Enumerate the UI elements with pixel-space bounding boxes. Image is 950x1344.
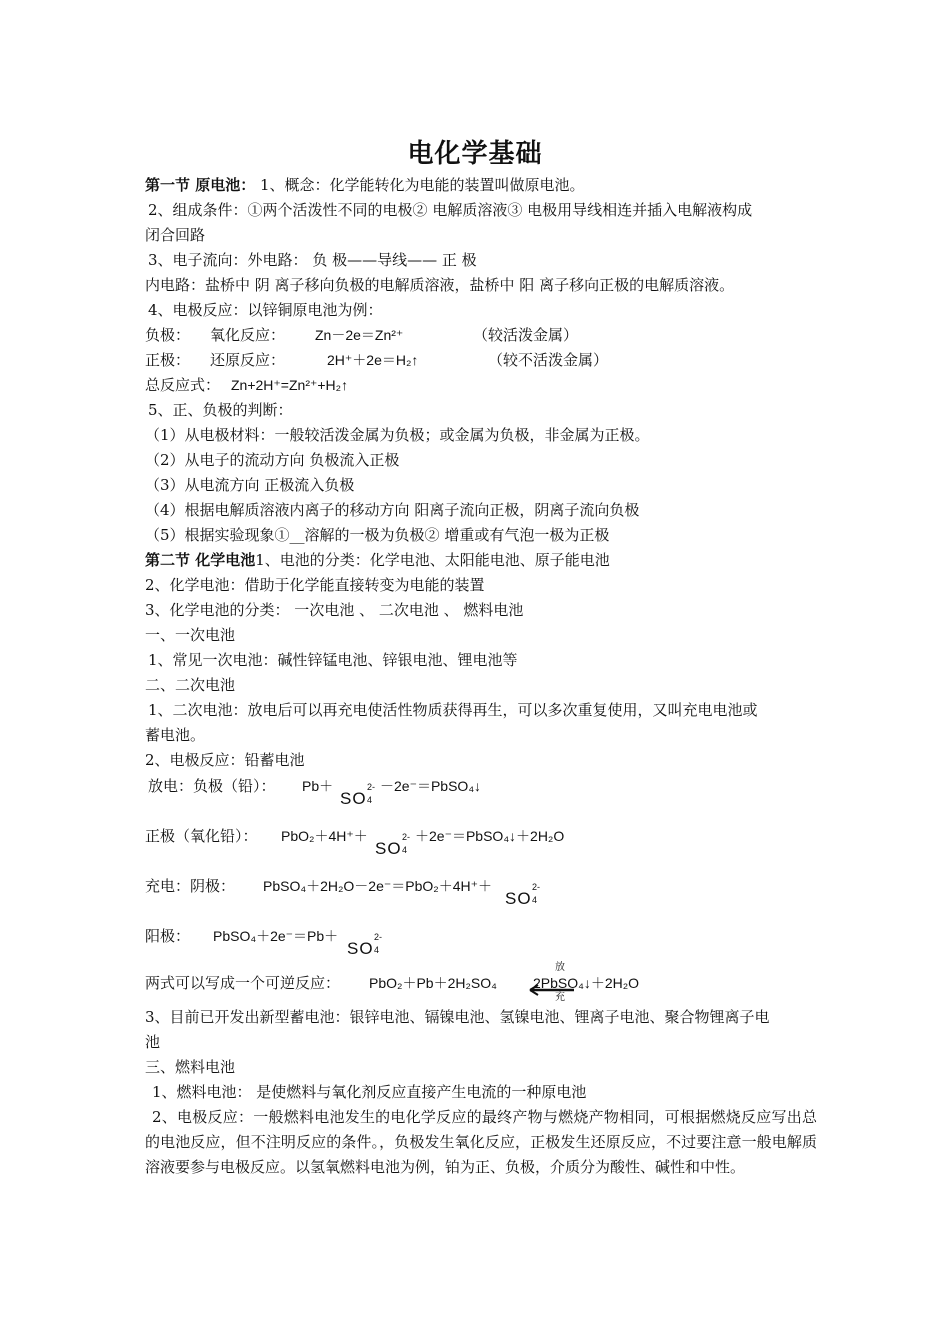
secondary-battery-item-1: 1、二次电池：放电后可以再充电使活性物质获得再生，可以多次重复使用，又叫充电电池或 <box>148 701 758 719</box>
pos-type: 还原反应： <box>210 351 286 369</box>
reversible-label: 两式可以写成一个可逆反应： <box>145 974 341 992</box>
neg-label: 负极： <box>145 326 191 344</box>
section1-concept: 1、概念：化学能转化为电能的装置叫做原电池。 <box>260 176 585 194</box>
sulfate-ion: SO 2- 4 <box>505 882 541 908</box>
section1-concept-line <box>145 173 825 198</box>
fuel-cell-item-2: 2、电极反应：一般燃料电池发生的电化学反应的最终产物与燃烧产物相同，可根据燃烧反应写出总的电池反应，但不注明反应的条件。，负极发生氧化反应，正极发生还原反应，不过要注意一般电解质溶液要参与电极反应。以氢氧燃料电池为例，铂为正、负极，介质分为酸性、碱性和中性。 <box>145 1108 817 1176</box>
discharge-negative-line <box>148 774 828 814</box>
pos-note: （较不活泼金属） <box>488 351 609 369</box>
neg-type: 氧化反应： <box>210 326 286 344</box>
secondary-battery-heading: 二、二次电池 <box>145 676 236 694</box>
charge-anode-line <box>145 924 825 964</box>
judge-item-3: （3）从电流方向 正极流入负极 <box>145 476 355 494</box>
secondary-battery-item-2: 蓄电池。 <box>145 726 206 744</box>
pos2-eq-b: ＋2e⁻＝PbSO₄↓＋2H₂O <box>415 828 565 844</box>
judge-heading: 5、正、负极的判断： <box>148 401 293 419</box>
fuel-cell-item-1: 1、燃料电池： 是使燃料与氧化剂反应直接产生电流的一种原电池 <box>152 1083 587 1101</box>
sulfate-ion: SO 2- 4 <box>375 832 411 858</box>
condition-line-1: 2、组成条件：①两个活泼性不同的电极② 电解质溶液③ 电极用导线相连并插入电解液构成 <box>148 201 753 219</box>
total-label: 总反应式： <box>145 376 221 394</box>
charge-cathode-line <box>145 874 825 914</box>
electron-flow-line: 3、电子流向：外电路： 负 极——导线—— 正 极 <box>148 251 477 269</box>
chemical-battery-types: 3、化学电池的分类： 一次电池 、 二次电池 、 燃料电池 <box>145 601 524 619</box>
condition-line-2: 闭合回路 <box>145 226 206 244</box>
judge-item-5: （5）根据实验现象①__溶解的一极为负极② 增重或有气泡一极为正极 <box>145 526 610 544</box>
judge-item-2: （2）从电子的流动方向 负极流入正极 <box>145 451 400 469</box>
reversible-right: 2PbSO₄↓＋2H₂O <box>533 975 640 991</box>
pos-label: 正极： <box>145 351 191 369</box>
reversible-left: PbO₂＋Pb＋2H₂SO₄ <box>369 975 497 991</box>
primary-battery-heading: 一、一次电池 <box>145 626 236 644</box>
judge-item-1: （1）从电极材料：一般较活泼金属为负极；或金属为负极，非金属为正极。 <box>145 426 650 444</box>
discharge-mark: 放 <box>555 962 565 973</box>
total-equation: Zn+2H⁺=Zn²⁺+H₂↑ <box>231 377 349 393</box>
sulfate-ion: SO 2- 4 <box>340 782 376 808</box>
anode-eq-a: PbSO₄＋2e⁻＝Pb＋ <box>213 928 339 944</box>
total-reaction-line <box>145 373 825 398</box>
charge-mark: 充 <box>555 992 565 1003</box>
chemical-battery-def: 2、化学电池：借助于化学能直接转变为电能的装置 <box>145 576 485 594</box>
electrode-reaction-heading: 4、电极反应：以锌铜原电池为例： <box>148 301 383 319</box>
negative-electrode-line <box>145 323 825 348</box>
positive-electrode-line <box>145 348 825 373</box>
section2-line <box>145 548 825 573</box>
charge-label: 充电：阴极： <box>145 877 236 895</box>
page-title: 电化学基础 <box>407 139 543 169</box>
new-battery-line-1: 3、目前已开发出新型蓄电池：银锌电池、镉镍电池、氢镍电池、锂离子电池、聚合物锂离子电 <box>145 1008 770 1026</box>
discharge-positive-line <box>145 824 825 864</box>
battery-classes: 1、电池的分类：化学电池、太阳能电池、原子能电池 <box>255 551 610 569</box>
inner-circuit-line: 内电路：盐桥中 阴 离子移向负极的电解质溶液，盐桥中 阳 离子移向正极的电解质溶液。 <box>145 276 735 294</box>
primary-battery-item: 1、常见一次电池：碱性锌锰电池、锌银电池、锂电池等 <box>148 651 518 669</box>
charge-eq-a: PbSO₄＋2H₂O－2e⁻＝PbO₂＋4H⁺＋ <box>263 878 492 894</box>
pos2-eq-a: PbO₂＋4H⁺＋ <box>281 828 368 844</box>
neg-equation: Zn－2e＝Zn²⁺ <box>315 327 404 343</box>
section2-heading: 第二节 化学电池 <box>145 551 256 569</box>
new-battery-line-2: 池 <box>145 1033 161 1051</box>
lead-battery-heading: 2、电极反应：铅蓄电池 <box>145 751 305 769</box>
anode-label: 阳极： <box>145 927 191 945</box>
discharge-eq-b: －2e⁻＝PbSO₄↓ <box>380 778 482 794</box>
section1-heading: 第一节 原电池： <box>145 176 256 194</box>
pos2-label: 正极（氧化铅）： <box>145 827 258 845</box>
discharge-eq-a: Pb＋ <box>302 778 334 794</box>
sulfate-ion: SO 2- 4 <box>347 932 383 958</box>
pos-equation: 2H⁺＋2e＝H₂↑ <box>327 352 419 368</box>
discharge-label: 放电：负极（铅）： <box>148 777 276 795</box>
fuel-cell-heading: 三、燃料电池 <box>145 1058 236 1076</box>
reversible-reaction-line <box>145 962 825 1007</box>
neg-note: （较活泼金属） <box>473 326 579 344</box>
judge-item-4: （4）根据电解质溶液内离子的移动方向 阳离子流向正极，阴离子流向负极 <box>145 501 640 519</box>
